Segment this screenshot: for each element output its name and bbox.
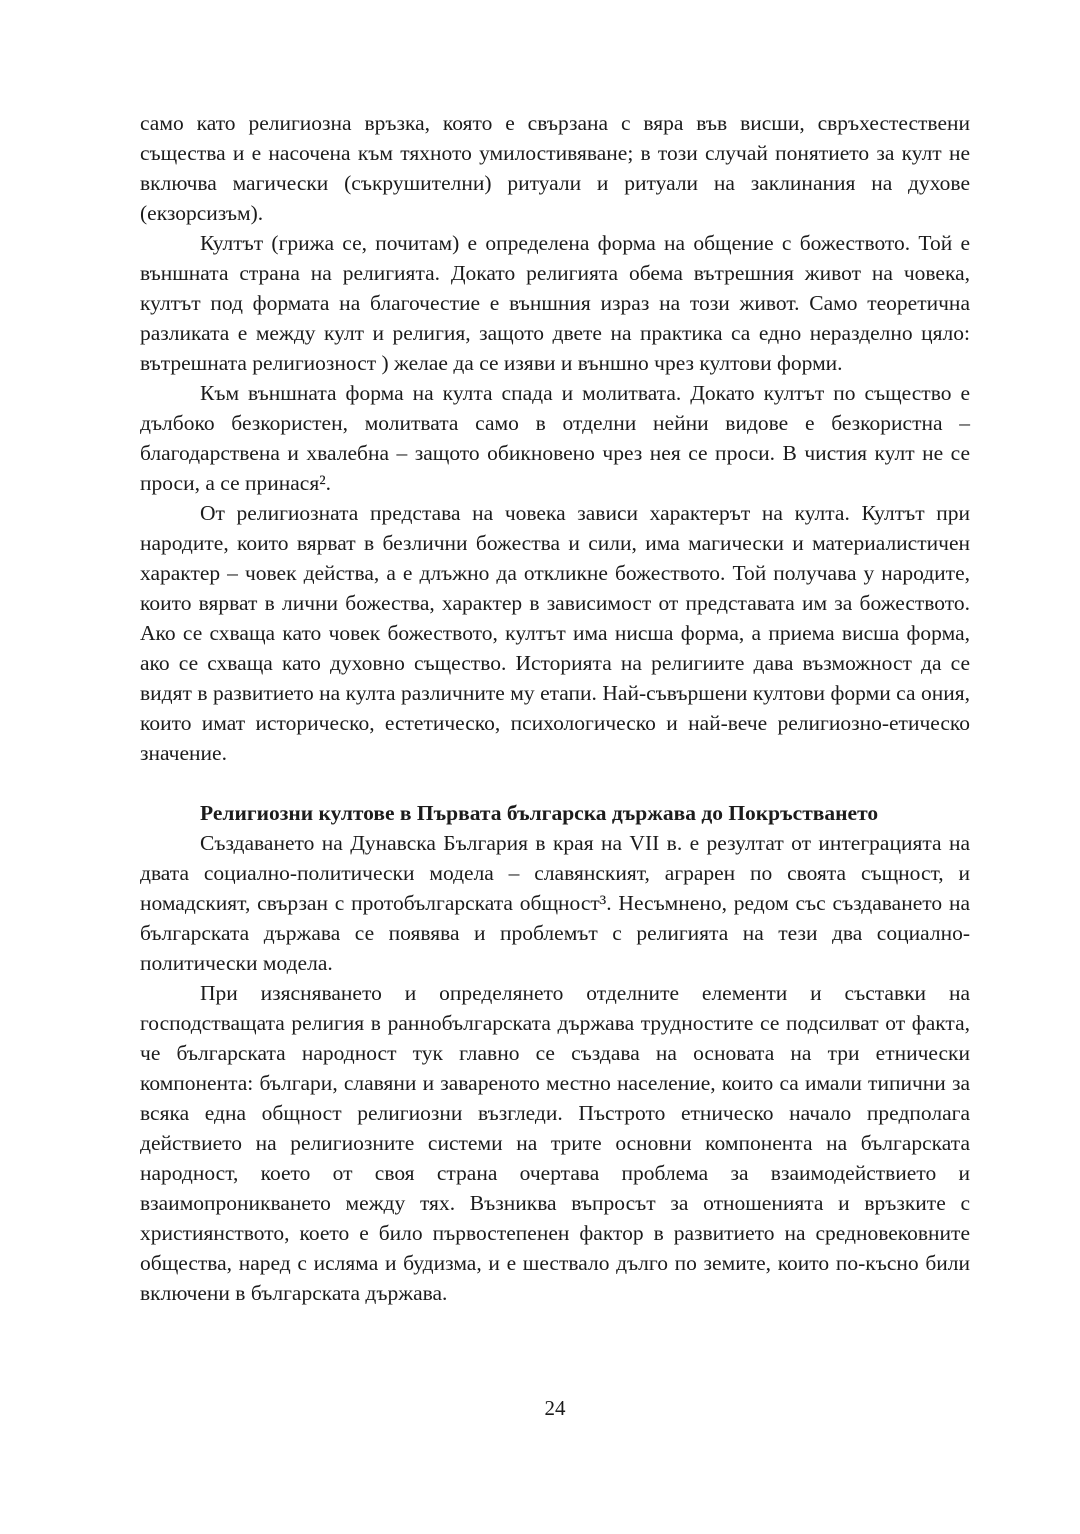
text-block: [140, 108, 970, 1308]
page-number: 24: [544, 1396, 566, 1420]
paragraph: От религиозната представа на човека зависи характерът на култа. Култът при народите, които вярват в безлични божества и сили, има магически и материалистичен характер – човек действа, а е длъжно да откликне божеството. Той получава у народите, които вярват в лични божества, характер в зависимост от представата им за божеството. Ако се схваща като човек божеството, култът има нисша форма, а приема висша форма, ако се схваща като духовно същество. Историята на религиите дава възможност да се видят в развитието на култа различните му етапи. Най-съвършени култови форми са ония, които имат историческо, естетическо, психологическо и най-вече религиозно-етическо значение.: [140, 501, 970, 765]
paragraph: При изясняването и определянето отделните елементи и съставки на господстващата религия в раннобългарската държава трудностите се подсилват от факта, че българската народност тук главно се създава на основата на три етнически компонента: българи, славяни и завареното местно население, които са имали типични за всяка една общност религиозни възгледи. Пъстрото етническо начало предполага действието на религиозните системи на трите основни компонента на българската народност, което от своя страна очертава проблема за взаимодействието и взаимопроникването между тях. Възниква въпросът за отношенията и връзките с християнството, което е било първостепенен фактор в развитието на средновековните общества, наред с исляма и будизма, и е шествало дълго по земите, които по-късно били включени в българската държава.: [140, 981, 970, 1305]
paragraph: Към външната форма на култа спада и молитвата. Докато култът по същество е дълбоко безкористен, молитвата само в отделни нейни видове е безкористна – благодарствена и хвалебна – защото обикновено чрез нея се проси. В чистия култ не се проси, а се принася².: [140, 381, 970, 495]
paragraph: Култът (грижа се, почитам) е определена форма на общение с божеството. Той е външната страна на религията. Докато религията обема вътрешния живот на човека, култът под формата на благочестие е външния израз на този живот. Само теоретична разликата е между култ и религия, защото двете на практика са едно неразделно цяло: вътрешната религиозност ) желае да се изяви и външно чрез култови форми.: [140, 231, 970, 375]
paragraph: Създаването на Дунавска България в края на VII в. е резултат от интеграцията на двата социално-политически модела – славянският, аграрен по своята същност, и номадският, свързан с протобългарската общност³. Несъмнено, редом със създаването на българската държава се появява и проблемът с религията на тези два социално-политически модела.: [140, 831, 970, 975]
paragraph-continuation: само като религиозна връзка, която е свързана с вяра във висши, свръхестествени същества и е насочена към тяхното умилостивяване; в този случай понятието за култ не включва магически (съкрушителни) ритуали и ритуали на заклинания на духове (екзорсизъм).: [140, 111, 970, 225]
section-heading: Религиозни култове в Първата българска държава до Покръстването: [200, 801, 879, 825]
